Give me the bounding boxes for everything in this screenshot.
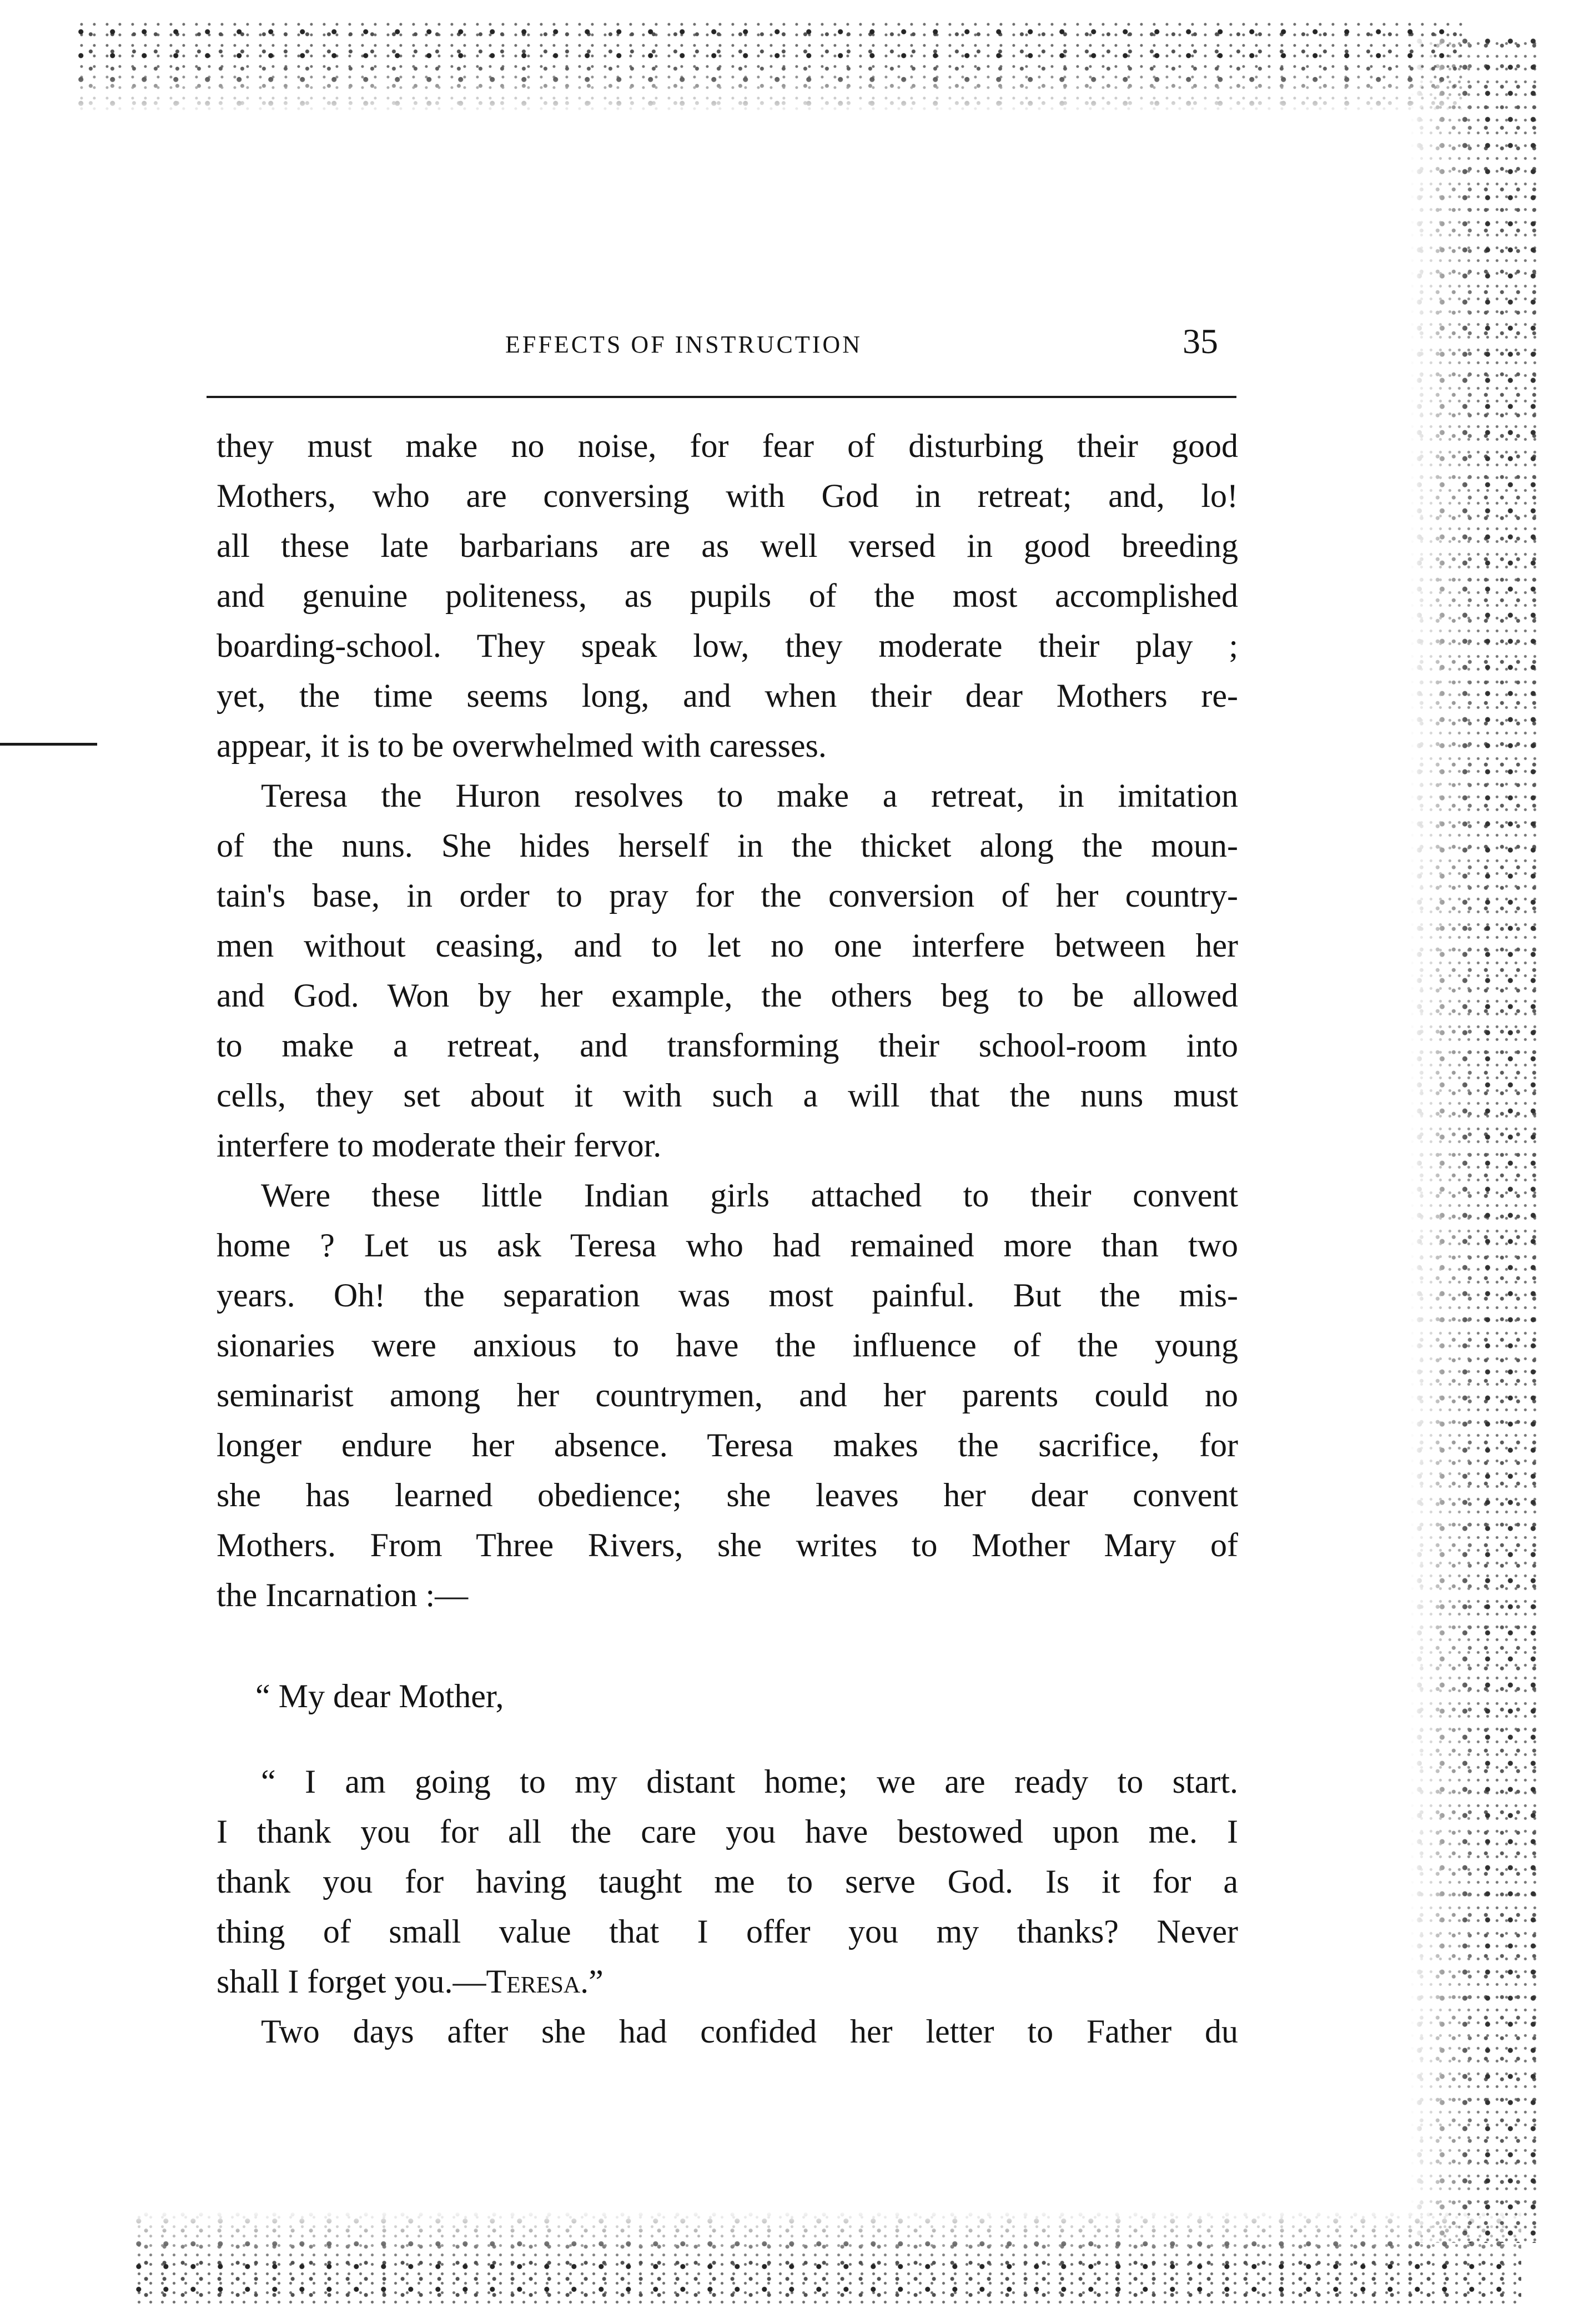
text-line: yet, the time seems long, and when their dear Mothers re- <box>217 677 1238 714</box>
text-line: of the nuns. She hides herself in the thicket along the moun- <box>217 827 1238 864</box>
letter-line: thing of small value that I offer you my thanks? Never <box>217 1913 1238 1950</box>
text-line: Mothers. From Three Rivers, she writes to Mother Mary of <box>217 1527 1238 1563</box>
letter-salutation: “ My dear Mother, <box>255 1678 504 1714</box>
running-head: EFFECTS OF INSTRUCTION <box>505 331 862 358</box>
text-line: she has learned obedience; she leaves her dear convent <box>217 1477 1238 1513</box>
letter-signature: Teresa.” <box>486 1963 604 2000</box>
text-line: and genuine politeness, as pupils of the most accomplished <box>217 577 1238 614</box>
body-text <box>217 421 1238 2056</box>
spacer <box>217 1620 1238 1671</box>
text-line: boarding-school. They speak low, they moderate their play ; <box>217 627 1238 664</box>
page-number: 35 <box>1183 321 1218 361</box>
text-line: to make a retreat, and transforming their school-room into <box>217 1027 1238 1064</box>
text-line: cells, they set about it with such a will that the nuns must <box>217 1077 1238 1114</box>
text-line: Teresa the Huron resolves to make a retreat, in imitation <box>261 777 1238 814</box>
text-line: they must make no noise, for fear of disturbing their good <box>217 427 1238 464</box>
letter-closing: shall I forget you.— <box>217 1963 486 2000</box>
text-line: longer endure her absence. Teresa makes the sacrifice, for <box>217 1427 1238 1463</box>
text-line: sionaries were anxious to have the influence of the young <box>217 1327 1238 1364</box>
letter-line: thank you for having taught me to serve God. Is it for a <box>217 1863 1238 1900</box>
text-line: tain's base, in order to pray for the conversion of her country- <box>217 877 1238 914</box>
letter-line: “ I am going to my distant home; we are ready to start. <box>261 1763 1238 1800</box>
letter-line: I thank you for all the care you have bestowed upon me. I <box>217 1813 1238 1850</box>
scan-edge-speckle-bottom <box>133 2210 1521 2304</box>
text-line: Mothers, who are conversing with God in retreat; and, lo! <box>217 477 1238 514</box>
scan-edge-speckle-right <box>1410 33 1538 2243</box>
spacer <box>217 1721 1238 1757</box>
text-line: appear, it is to be overwhelmed with caresses. <box>217 727 827 764</box>
header-rule <box>207 396 1236 398</box>
text-line: Were these little Indian girls attached to their convent <box>261 1177 1238 1214</box>
text-line: interfere to moderate their fervor. <box>217 1127 662 1164</box>
text-line: and God. Won by her example, the others beg to be allowed <box>217 977 1238 1014</box>
scan-edge-speckle-top <box>78 22 1466 117</box>
letter-line-with-signature <box>217 1956 1238 2006</box>
text-line: Two days after she had confided her letter to Father du <box>261 2013 1238 2050</box>
text-line: years. Oh! the separation was most painful. But the mis- <box>217 1277 1238 1314</box>
left-margin-mark <box>0 743 97 746</box>
text-line: men without ceasing, and to let no one interfere between her <box>217 927 1238 964</box>
text-line: all these late barbarians are as well versed in good breeding <box>217 527 1238 564</box>
text-line: seminarist among her countrymen, and her parents could no <box>217 1377 1238 1413</box>
text-line: the Incarnation :— <box>217 1577 469 1613</box>
text-line: home ? Let us ask Teresa who had remained more than two <box>217 1227 1238 1264</box>
